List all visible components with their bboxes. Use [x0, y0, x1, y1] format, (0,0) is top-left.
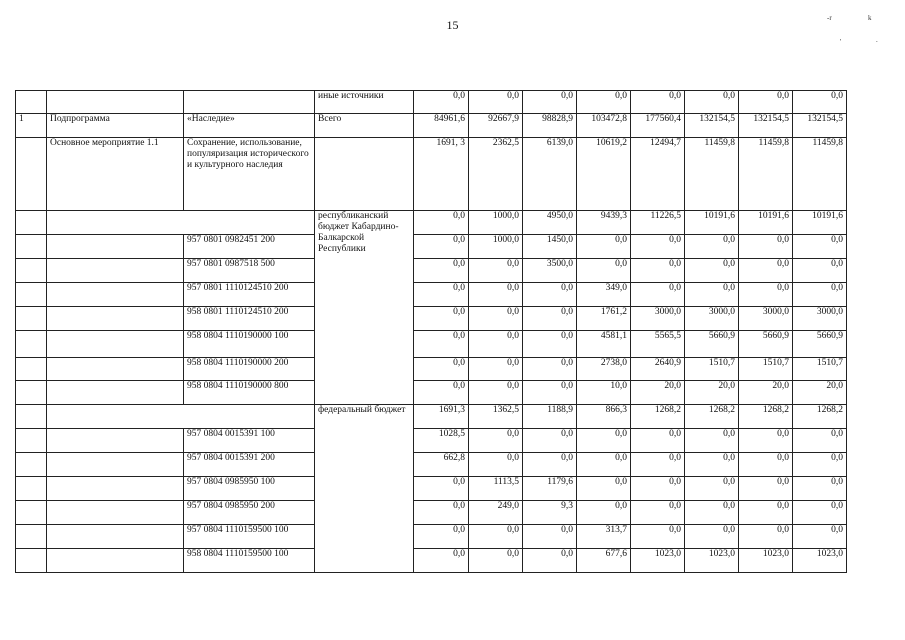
value-cell: 132154,5 — [793, 114, 847, 138]
cell-blank — [47, 381, 184, 405]
cell-blank — [47, 477, 184, 501]
value-cell: 1268,2 — [631, 405, 685, 429]
value-cell: 0,0 — [414, 501, 469, 525]
program-type: Подпрограмма — [47, 114, 184, 138]
cell-blank — [16, 549, 47, 573]
value-cell: 0,0 — [793, 525, 847, 549]
value-cell: 0,0 — [414, 307, 469, 331]
value-cell: 1023,0 — [739, 549, 793, 573]
value-cell: 0,0 — [739, 525, 793, 549]
value-cell: 20,0 — [739, 381, 793, 405]
source-label-republic: республиканский бюджет Кабардино-Балкарской Республики — [315, 211, 414, 405]
value-cell: 1362,5 — [469, 405, 523, 429]
table-row — [16, 405, 847, 429]
scan-artifact: k — [868, 14, 872, 22]
value-cell: 0,0 — [414, 91, 469, 114]
value-cell: 1761,2 — [577, 307, 631, 331]
cell-blank — [16, 331, 47, 358]
value-cell: 1188,9 — [523, 405, 577, 429]
value-cell: 0,0 — [414, 235, 469, 259]
value-cell: 0,0 — [739, 453, 793, 477]
cell-blank — [16, 477, 47, 501]
program-title: «Наследие» — [184, 114, 315, 138]
value-cell: 0,0 — [631, 429, 685, 453]
value-cell: 4581,1 — [577, 331, 631, 358]
cell-blank — [16, 138, 47, 211]
source-label-federal: федеральный бюджет — [315, 405, 414, 573]
table-row — [16, 358, 847, 381]
cell-blank — [16, 501, 47, 525]
table-row — [16, 477, 847, 501]
cell-blank — [16, 283, 47, 307]
cell-blank — [47, 501, 184, 525]
value-cell: 10191,6 — [739, 211, 793, 235]
value-cell: 866,3 — [577, 405, 631, 429]
value-cell: 0,0 — [414, 525, 469, 549]
value-cell: 1113,5 — [469, 477, 523, 501]
value-cell: 98828,9 — [523, 114, 577, 138]
value-cell: 0,0 — [577, 259, 631, 283]
cell-blank — [16, 405, 47, 429]
value-cell: 3000,0 — [793, 307, 847, 331]
value-cell: 0,0 — [739, 283, 793, 307]
table-row — [16, 549, 847, 573]
value-cell: 0,0 — [523, 331, 577, 358]
value-cell: 1450,0 — [523, 235, 577, 259]
scan-artifact: . — [876, 36, 878, 44]
value-cell: 0,0 — [685, 453, 739, 477]
value-cell: 9439,3 — [577, 211, 631, 235]
value-cell: 0,0 — [631, 477, 685, 501]
value-cell: 11459,8 — [793, 138, 847, 211]
value-cell: 20,0 — [685, 381, 739, 405]
value-cell: 1000,0 — [469, 235, 523, 259]
value-cell: 10191,6 — [685, 211, 739, 235]
cell-blank — [16, 453, 47, 477]
budget-code: 957 0804 0015391 100 — [184, 429, 315, 453]
value-cell: 0,0 — [793, 283, 847, 307]
value-cell: 0,0 — [523, 549, 577, 573]
table-row — [16, 307, 847, 331]
budget-code: 957 0801 0987518 500 — [184, 259, 315, 283]
value-cell: 20,0 — [793, 381, 847, 405]
budget-code: 957 0801 1110124510 200 — [184, 283, 315, 307]
value-cell: 0,0 — [685, 91, 739, 114]
value-cell: 1691, 3 — [414, 138, 469, 211]
table-row — [16, 283, 847, 307]
value-cell: 1268,2 — [685, 405, 739, 429]
value-cell: 1510,7 — [739, 358, 793, 381]
value-cell: 0,0 — [685, 525, 739, 549]
table-row — [16, 331, 847, 358]
cell-blank — [16, 259, 47, 283]
value-cell: 0,0 — [414, 331, 469, 358]
value-cell: 662,8 — [414, 453, 469, 477]
page-number: 15 — [446, 18, 459, 32]
value-cell: 1023,0 — [793, 549, 847, 573]
value-cell: 4950,0 — [523, 211, 577, 235]
value-cell: 0,0 — [793, 501, 847, 525]
value-cell: 0,0 — [523, 283, 577, 307]
value-cell: 0,0 — [414, 283, 469, 307]
measure-title: Сохранение, использование, популяризация исторического и культурного наследия — [184, 138, 315, 211]
budget-code: 957 0804 0985950 100 — [184, 477, 315, 501]
value-cell: 1179,6 — [523, 477, 577, 501]
value-cell: 0,0 — [469, 381, 523, 405]
table-row — [16, 381, 847, 405]
value-cell: 20,0 — [631, 381, 685, 405]
value-cell: 0,0 — [523, 307, 577, 331]
value-cell: 0,0 — [469, 358, 523, 381]
value-cell: 1028,5 — [414, 429, 469, 453]
value-cell: 677,6 — [577, 549, 631, 573]
value-cell: 2640,9 — [631, 358, 685, 381]
value-cell: 92667,9 — [469, 114, 523, 138]
value-cell: 10,0 — [577, 381, 631, 405]
budget-code: 958 0804 1110190000 800 — [184, 381, 315, 405]
value-cell: 0,0 — [739, 501, 793, 525]
value-cell: 3000,0 — [685, 307, 739, 331]
cell-blank — [47, 259, 184, 283]
value-cell: 0,0 — [469, 307, 523, 331]
value-cell: 5660,9 — [685, 331, 739, 358]
value-cell: 0,0 — [685, 235, 739, 259]
value-cell: 1268,2 — [739, 405, 793, 429]
budget-code: 957 0804 0015391 200 — [184, 453, 315, 477]
budget-code: 957 0804 0985950 200 — [184, 501, 315, 525]
value-cell: 0,0 — [577, 235, 631, 259]
value-cell: 0,0 — [577, 429, 631, 453]
value-cell: 0,0 — [577, 477, 631, 501]
cell-blank — [47, 549, 184, 573]
value-cell: 0,0 — [793, 453, 847, 477]
value-cell: 0,0 — [577, 453, 631, 477]
value-cell: 11226,5 — [631, 211, 685, 235]
table-row — [16, 114, 847, 138]
value-cell: 349,0 — [577, 283, 631, 307]
budget-code: 958 0804 1110159500 100 — [184, 549, 315, 573]
value-cell: 0,0 — [793, 91, 847, 114]
source-label: иные источники — [315, 91, 414, 114]
value-cell: 0,0 — [469, 525, 523, 549]
value-cell: 3000,0 — [739, 307, 793, 331]
value-cell: 0,0 — [523, 381, 577, 405]
value-cell: 0,0 — [793, 235, 847, 259]
value-cell: 0,0 — [577, 501, 631, 525]
cell-blank — [47, 358, 184, 381]
value-cell: 0,0 — [523, 453, 577, 477]
value-cell: 10191,6 — [793, 211, 847, 235]
value-cell: 0,0 — [685, 259, 739, 283]
value-cell: 2738,0 — [577, 358, 631, 381]
value-cell: 0,0 — [631, 453, 685, 477]
cell-blank — [47, 307, 184, 331]
value-cell: 0,0 — [414, 358, 469, 381]
source-label: Всего — [315, 114, 414, 138]
value-cell: 0,0 — [685, 477, 739, 501]
budget-code: 958 0804 1110190000 200 — [184, 358, 315, 381]
value-cell: 1000,0 — [469, 211, 523, 235]
row-number: 1 — [16, 114, 47, 138]
budget-code: 957 0804 1110159500 100 — [184, 525, 315, 549]
value-cell: 0,0 — [631, 525, 685, 549]
table-row — [16, 453, 847, 477]
value-cell: 0,0 — [469, 283, 523, 307]
value-cell: 132154,5 — [685, 114, 739, 138]
cell-blank — [47, 525, 184, 549]
cell-blank — [16, 381, 47, 405]
value-cell: 0,0 — [469, 259, 523, 283]
cell-blank — [16, 211, 47, 235]
value-cell: 0,0 — [793, 259, 847, 283]
value-cell: 0,0 — [469, 429, 523, 453]
value-cell: 1691,3 — [414, 405, 469, 429]
cell-blank — [16, 525, 47, 549]
value-cell: 5660,9 — [739, 331, 793, 358]
value-cell: 0,0 — [631, 91, 685, 114]
budget-code: 957 0801 0982451 200 — [184, 235, 315, 259]
cell-blank — [16, 307, 47, 331]
budget-table — [15, 90, 847, 573]
value-cell: 0,0 — [739, 477, 793, 501]
value-cell: 0,0 — [469, 331, 523, 358]
cell-blank — [47, 453, 184, 477]
cell-blank — [315, 138, 414, 211]
table-row — [16, 235, 847, 259]
cell-blank — [47, 211, 315, 235]
value-cell: 0,0 — [631, 235, 685, 259]
value-cell: 3000,0 — [631, 307, 685, 331]
value-cell: 0,0 — [523, 429, 577, 453]
cell-blank — [47, 235, 184, 259]
value-cell: 0,0 — [577, 91, 631, 114]
value-cell: 0,0 — [414, 211, 469, 235]
value-cell: 1023,0 — [631, 549, 685, 573]
value-cell: 0,0 — [739, 259, 793, 283]
value-cell: 132154,5 — [739, 114, 793, 138]
value-cell: 0,0 — [414, 381, 469, 405]
value-cell: 0,0 — [523, 525, 577, 549]
value-cell: 1268,2 — [793, 405, 847, 429]
cell-blank — [16, 91, 47, 114]
cell-blank — [16, 429, 47, 453]
cell-blank — [47, 331, 184, 358]
value-cell: 1023,0 — [685, 549, 739, 573]
budget-code: 958 0801 1110124510 200 — [184, 307, 315, 331]
scan-artifact: ' — [840, 38, 842, 46]
cell-blank — [47, 405, 315, 429]
value-cell: 249,0 — [469, 501, 523, 525]
value-cell: 0,0 — [469, 549, 523, 573]
table-row — [16, 501, 847, 525]
value-cell: 313,7 — [577, 525, 631, 549]
value-cell: 103472,8 — [577, 114, 631, 138]
value-cell: 177560,4 — [631, 114, 685, 138]
value-cell: 0,0 — [469, 453, 523, 477]
table-row — [16, 211, 847, 235]
cell-blank — [16, 235, 47, 259]
value-cell: 6139,0 — [523, 138, 577, 211]
value-cell: 5660,9 — [793, 331, 847, 358]
table-body — [16, 91, 847, 573]
value-cell: 0,0 — [523, 358, 577, 381]
measure-type: Основное мероприятие 1.1 — [47, 138, 184, 211]
value-cell: 0,0 — [685, 429, 739, 453]
cell-blank — [184, 91, 315, 114]
value-cell: 0,0 — [631, 283, 685, 307]
value-cell: 0,0 — [631, 259, 685, 283]
cell-blank — [16, 358, 47, 381]
value-cell: 11459,8 — [685, 138, 739, 211]
value-cell: 9,3 — [523, 501, 577, 525]
value-cell: 0,0 — [631, 501, 685, 525]
value-cell: 0,0 — [469, 91, 523, 114]
value-cell: 0,0 — [414, 549, 469, 573]
budget-code: 958 0804 1110190000 100 — [184, 331, 315, 358]
value-cell: 0,0 — [739, 91, 793, 114]
value-cell: 5565,5 — [631, 331, 685, 358]
value-cell: 0,0 — [523, 91, 577, 114]
value-cell: 0,0 — [685, 283, 739, 307]
table-row — [16, 259, 847, 283]
table-row — [16, 429, 847, 453]
value-cell: 11459,8 — [739, 138, 793, 211]
value-cell: 84961,6 — [414, 114, 469, 138]
cell-blank — [47, 283, 184, 307]
value-cell: 1510,7 — [685, 358, 739, 381]
value-cell: 0,0 — [685, 501, 739, 525]
value-cell: 0,0 — [793, 477, 847, 501]
value-cell: 3500,0 — [523, 259, 577, 283]
value-cell: 0,0 — [739, 429, 793, 453]
cell-blank — [47, 91, 184, 114]
value-cell: 10619,2 — [577, 138, 631, 211]
table-row — [16, 91, 847, 114]
scan-artifact: -r — [827, 14, 832, 22]
value-cell: 0,0 — [414, 477, 469, 501]
table-row — [16, 138, 847, 211]
value-cell: 0,0 — [739, 235, 793, 259]
cell-blank — [47, 429, 184, 453]
value-cell: 0,0 — [414, 259, 469, 283]
value-cell: 2362,5 — [469, 138, 523, 211]
value-cell: 0,0 — [793, 429, 847, 453]
table-row — [16, 525, 847, 549]
value-cell: 1510,7 — [793, 358, 847, 381]
value-cell: 12494,7 — [631, 138, 685, 211]
